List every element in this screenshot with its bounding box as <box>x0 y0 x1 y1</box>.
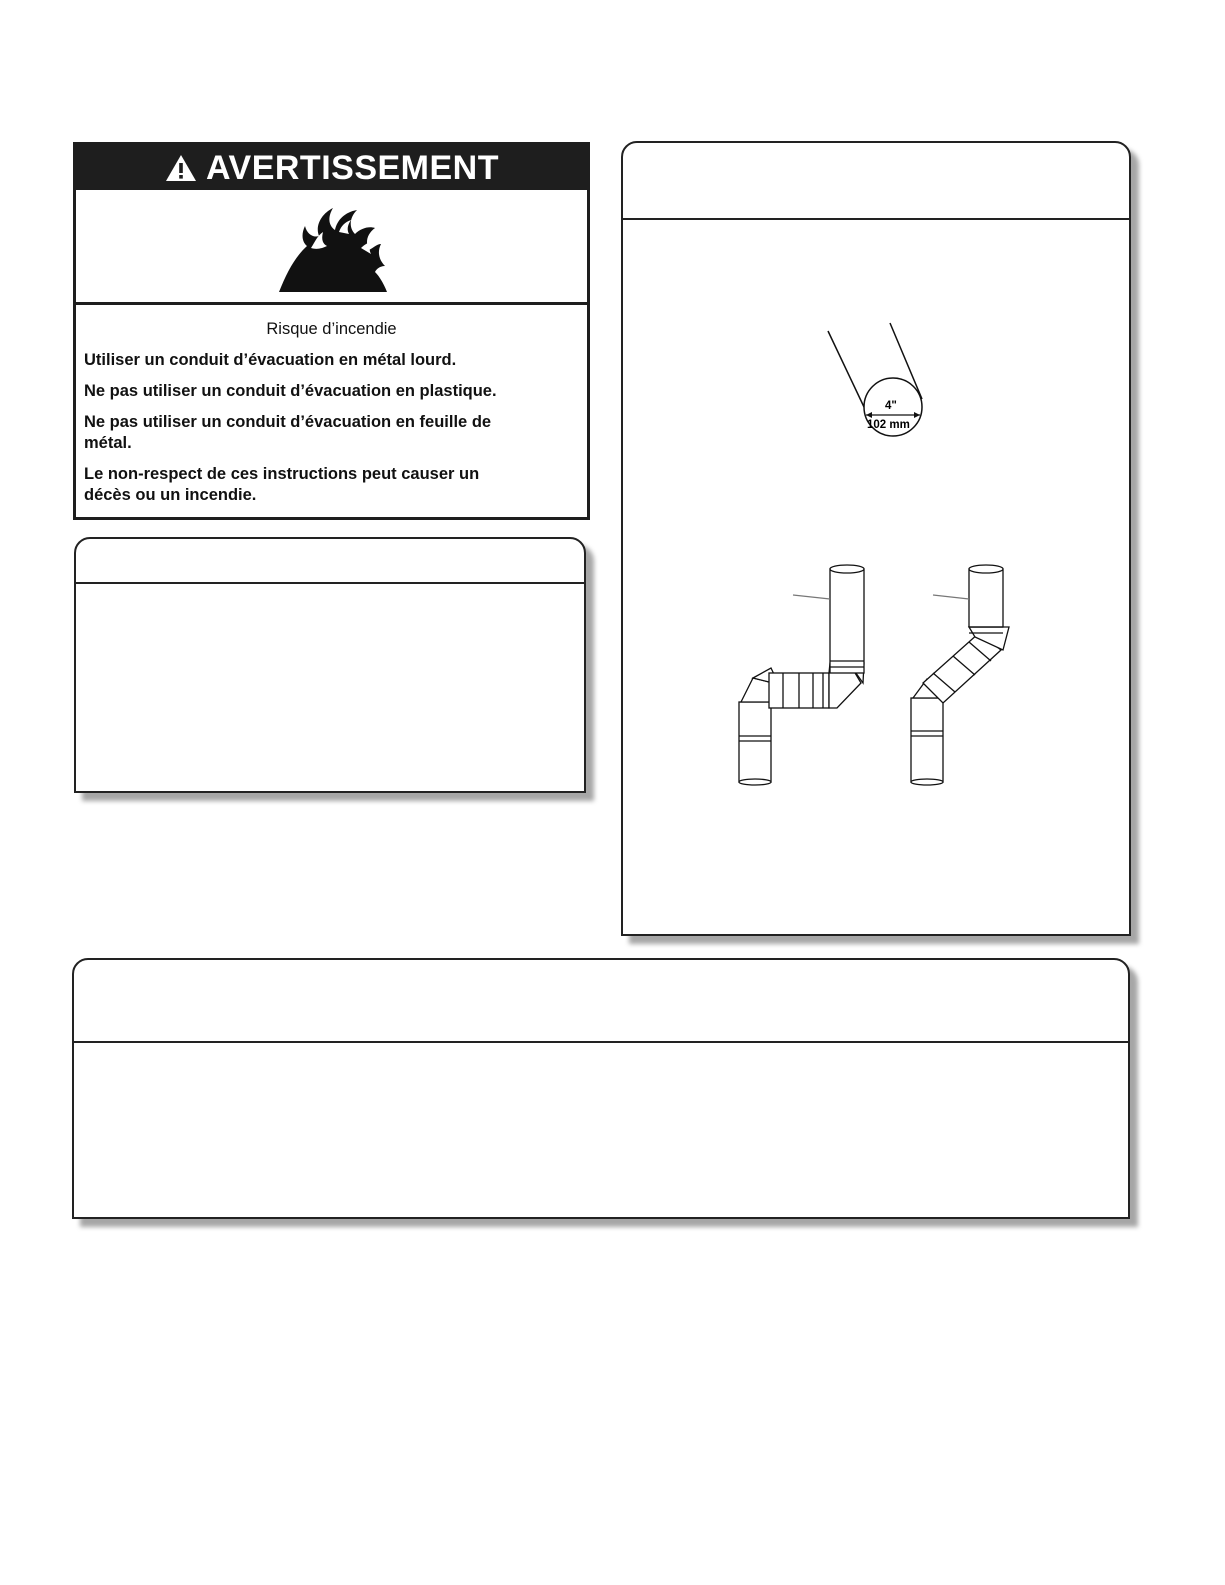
panel-divider <box>76 582 584 584</box>
panel-divider <box>74 1041 1128 1043</box>
info-panel-left <box>74 537 586 793</box>
risk-title: Risque d’incendie <box>266 320 397 338</box>
warning-header <box>76 145 587 190</box>
vent-diagram-panel <box>621 141 1131 936</box>
warning-line: Le non-respect de ces instructions peut causer un décès ou un incendie. <box>84 465 480 504</box>
diameter-mm-label: 102 mm <box>867 419 910 431</box>
flame-icon <box>277 202 389 294</box>
warning-line: Utiliser un conduit d’évacuation en métal lourd. <box>84 351 457 369</box>
warning-line: Ne pas utiliser un conduit d’évacuation en plastique. <box>84 382 497 400</box>
warning-body <box>82 319 581 516</box>
flame-area <box>76 190 587 305</box>
info-panel-bottom <box>72 958 1130 1219</box>
warning-box <box>73 142 590 520</box>
offset-elbow-pipe <box>739 565 864 785</box>
warning-triangle-icon <box>164 153 198 183</box>
warning-title: AVERTISSEMENT <box>205 148 499 187</box>
warning-line: Ne pas utiliser un conduit d’évacuation en feuille de métal. <box>84 413 492 452</box>
angled-elbow-pipe <box>911 565 1009 785</box>
diameter-inch-label: 4" <box>885 400 897 412</box>
vent-diagram <box>623 143 1129 934</box>
